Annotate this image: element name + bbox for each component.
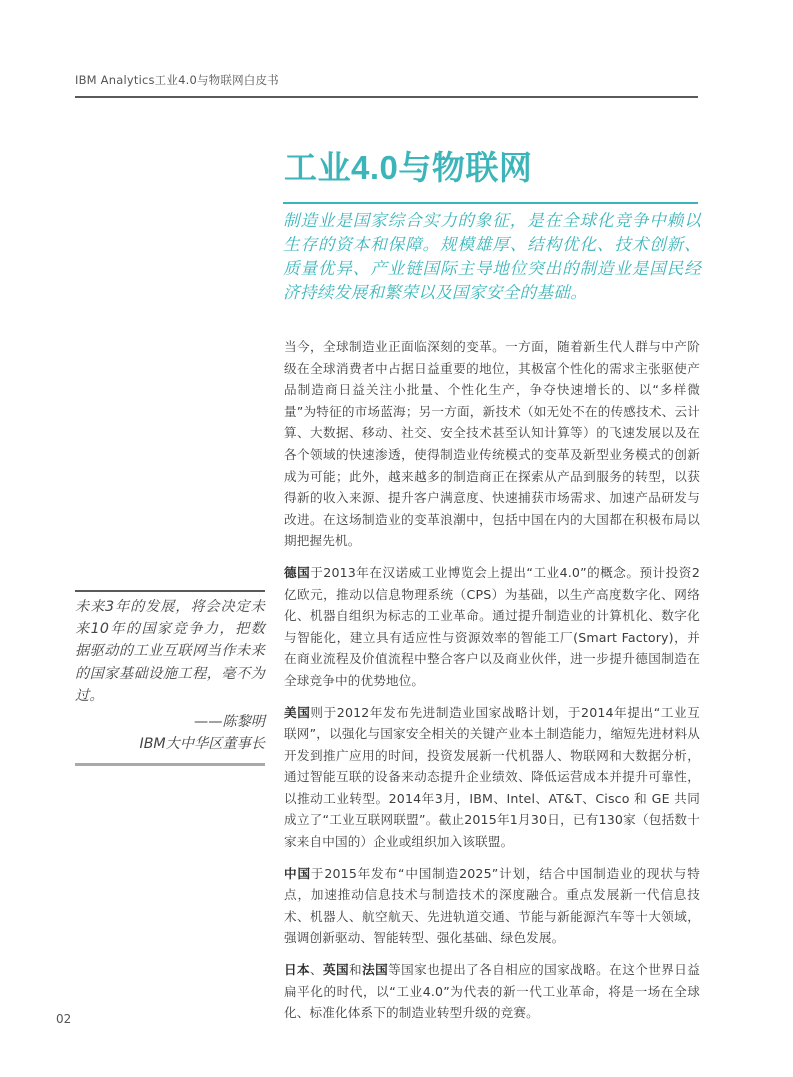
paragraph-text: 当今，全球制造业正面临深刻的变革。一方面，随着新生代人群与中产阶级在全球消费者中占据日益重要的地位，其极富个性化的需求主张驱使产品制造商日益关注小批量、个性化生产，争夺快速增长的、以“多样微量”为特征的市场蓝海；另一方面，新技术（如无处不在的传感技术、云计算、大数据、移动、社交、安全技术甚至认知计算等）的飞速发展以及在各个领域的快速渗透，使得制造业传统模式的变革及新型业务模式的创新成为可能；此外，越来越多的制造商正在探索从产品到服务的转型，以获得新的收入来源、提升客户满意度、快速捕获市场需求、加速产品研发与改进。在这场制造业的变革浪潮中，包括中国在内的大国都在积极布局以期把握先机。 (284, 339, 700, 549)
country-label-japan: 日本 (284, 962, 311, 978)
country-label-uk: 英国 (323, 962, 350, 978)
pull-quote-attribution-name: ——陈黎明 (194, 713, 265, 730)
lead-paragraph: 制造业是国家综合实力的象征，是在全球化竞争中赖以生存的资本和保障。规模雄厚、结构优化、技术创新、质量优异、产业链国际主导地位突出的制造业是国民经济持续发展和繁荣以及国家安全的基础。 (283, 211, 701, 302)
separator: 、 (310, 962, 324, 978)
pull-quote-bottom-divider (75, 763, 265, 766)
title-divider (283, 202, 698, 204)
body-paragraph-intro (284, 336, 700, 552)
paragraph-text: 于2015年发布“中国制造2025”计划，结合中国制造业的现状与特点，加速推动信息技术与制造技术的深度融合。重点发展新一代信息技术、机器人、航空航天、先进轨道交通、节能与新能源汽车等十大领域，强调创新驱动、智能转型、强化基础、绿色发展。 (284, 865, 700, 946)
header-divider (75, 96, 698, 98)
country-label-france: 法国 (362, 962, 389, 978)
conjunction: 和 (349, 962, 363, 978)
body-paragraph-others (284, 959, 700, 1024)
article-body (284, 336, 700, 1034)
pull-quote (75, 590, 265, 766)
paragraph-text: 则于2012年发布先进制造业国家战略计划，于2014年提出“工业互联网”，以强化与国家安全相关的关键产业本土制造能力，缩短先进材料从开发到推广应用的时间，投资发展新一代机器人、物联网和大数据分析，通过智能互联的设备来动态提升企业绩效、降低运营成本并提升可靠性，以推动工业转型。2014年3月，IBM、Intel、AT&T、Cisco 和 GE 共同成立了“工业互联网联盟”。截止2015年1月30日，已有130家（包括数十家来自中国的）企业或组织加入该联盟。 (284, 704, 700, 850)
pull-quote-attribution-title: IBM大中华区董事长 (139, 735, 265, 752)
pull-quote-text: 未来3年的发展，将会决定未来10年的国家竞争力，把数据驱动的工业互联网当作未来的国家基础设施工程，毫不为过。 (75, 598, 265, 705)
body-paragraph-china (284, 863, 700, 949)
paragraph-text: 等国家也提出了各自相应的国家战略。在这个世界日益扁平化的时代，以“工业4.0”为代表的新一代工业革命，将是一场在全球化、标准化体系下的制造业转型升级的竞赛。 (284, 962, 700, 1021)
pull-quote-top-divider (75, 590, 265, 592)
body-paragraph-germany (284, 562, 700, 692)
paragraph-text: 于2013年在汉诺威工业博览会上提出“工业4.0”的概念。预计投资2亿欧元，推动以信息物理系统（CPS）为基础，以生产高度数字化、网络化、机器自组织为标志的工业革命。通过提升制造业的计算机化、数字化与智能化，建立具有适应性与资源效率的智能工厂(Smart Factory)，并在商业流程及价值流程中整合客户以及商业伙伴，进一步提升德国制造在全球竞争中的优势地位。 (284, 564, 700, 688)
page-title: 工业4.0与物联网 (284, 149, 533, 186)
running-header: IBM Analytics工业4.0与物联网白皮书 (75, 73, 279, 87)
body-paragraph-usa (284, 702, 700, 853)
country-label-germany: 德国 (284, 564, 311, 580)
country-label-usa: 美国 (284, 704, 311, 720)
page-number: 02 (56, 1012, 72, 1026)
country-label-china: 中国 (284, 865, 311, 881)
